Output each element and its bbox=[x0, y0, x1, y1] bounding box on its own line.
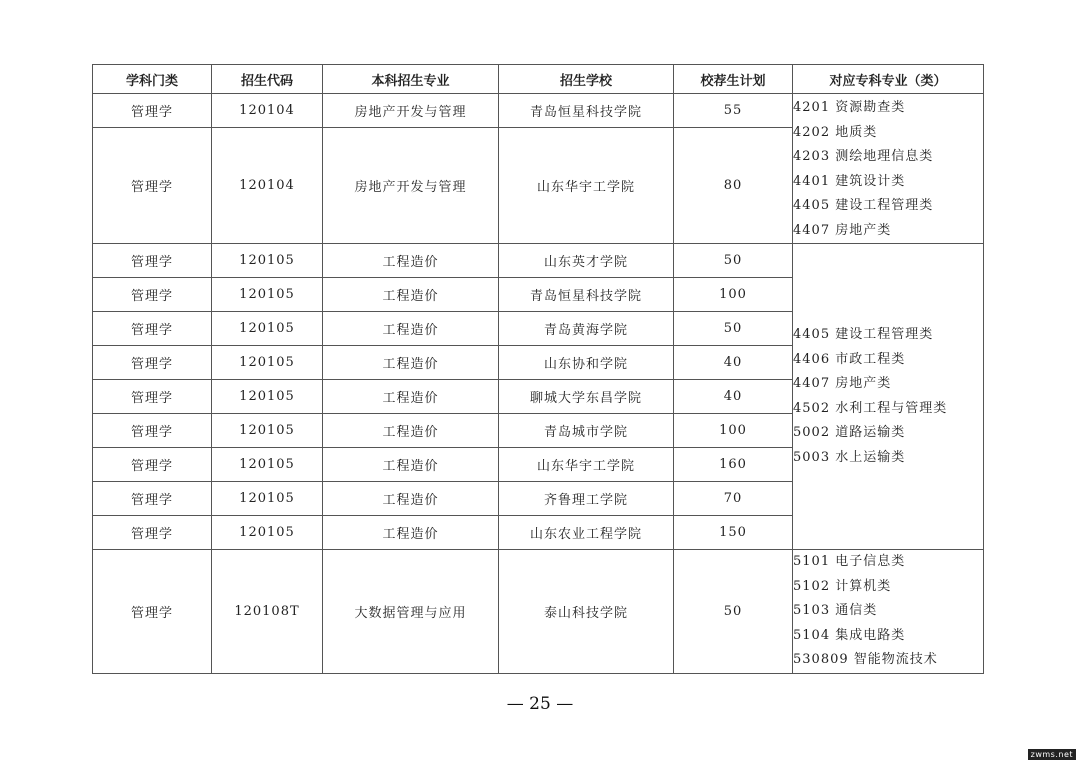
cell-school: 山东华宇工学院 bbox=[499, 128, 674, 244]
cell-code: 120104 bbox=[212, 94, 323, 128]
corresponding-item: 4201 资源勘查类 bbox=[793, 100, 906, 115]
cell-plan: 40 bbox=[674, 346, 793, 380]
cell-major: 工程造价 bbox=[323, 448, 499, 482]
corresponding-item: 530809 智能物流技术 bbox=[793, 652, 938, 667]
header-category: 学科门类 bbox=[93, 65, 212, 94]
cell-category: 管理学 bbox=[93, 94, 212, 128]
cell-plan: 150 bbox=[674, 516, 793, 550]
cell-corresponding bbox=[793, 94, 984, 244]
cell-major: 房地产开发与管理 bbox=[323, 128, 499, 244]
cell-code: 120105 bbox=[212, 516, 323, 550]
cell-category: 管理学 bbox=[93, 346, 212, 380]
cell-plan: 50 bbox=[674, 244, 793, 278]
cell-major: 大数据管理与应用 bbox=[323, 550, 499, 674]
header-school: 招生学校 bbox=[499, 65, 674, 94]
enrollment-table bbox=[92, 64, 984, 674]
corresponding-item: 4406 市政工程类 bbox=[793, 351, 906, 367]
cell-category: 管理学 bbox=[93, 244, 212, 278]
corresponding-item: 5104 集成电路类 bbox=[793, 627, 906, 643]
cell-school: 齐鲁理工学院 bbox=[499, 482, 674, 516]
cell-school: 泰山科技学院 bbox=[499, 550, 674, 674]
cell-school: 青岛黄海学院 bbox=[499, 312, 674, 346]
cell-plan: 160 bbox=[674, 448, 793, 482]
page-number: — 25 — bbox=[506, 694, 574, 714]
cell-plan: 100 bbox=[674, 414, 793, 448]
corresponding-item: 4203 测绘地理信息类 bbox=[793, 149, 934, 164]
cell-plan: 100 bbox=[674, 278, 793, 312]
corresponding-item: 4405 建设工程管理类 bbox=[793, 198, 934, 213]
cell-school: 聊城大学东昌学院 bbox=[499, 380, 674, 414]
table-row bbox=[93, 94, 984, 128]
cell-corresponding bbox=[793, 550, 984, 674]
cell-school: 山东协和学院 bbox=[499, 346, 674, 380]
cell-code: 120108T bbox=[212, 550, 323, 674]
corresponding-item: 4502 水利工程与管理类 bbox=[793, 400, 948, 416]
cell-code: 120105 bbox=[212, 346, 323, 380]
cell-major: 工程造价 bbox=[323, 346, 499, 380]
header-corresponding: 对应专科专业（类） bbox=[793, 65, 984, 94]
header-row bbox=[93, 65, 984, 94]
cell-major: 工程造价 bbox=[323, 482, 499, 516]
corresponding-item: 5003 水上运输类 bbox=[793, 449, 906, 465]
cell-category: 管理学 bbox=[93, 550, 212, 674]
corresponding-item: 4405 建设工程管理类 bbox=[793, 327, 934, 342]
corresponding-item: 5101 电子信息类 bbox=[793, 554, 906, 569]
cell-plan: 55 bbox=[674, 94, 793, 128]
cell-school: 青岛城市学院 bbox=[499, 414, 674, 448]
cell-code: 120105 bbox=[212, 278, 323, 312]
cell-major: 工程造价 bbox=[323, 244, 499, 278]
cell-category: 管理学 bbox=[93, 312, 212, 346]
cell-code: 120105 bbox=[212, 414, 323, 448]
cell-plan: 40 bbox=[674, 380, 793, 414]
cell-code: 120105 bbox=[212, 380, 323, 414]
cell-code: 120104 bbox=[212, 128, 323, 244]
cell-major: 工程造价 bbox=[323, 380, 499, 414]
cell-school: 山东华宇工学院 bbox=[499, 448, 674, 482]
cell-code: 120105 bbox=[212, 448, 323, 482]
cell-category: 管理学 bbox=[93, 516, 212, 550]
cell-code: 120105 bbox=[212, 244, 323, 278]
corresponding-item: 4401 建筑设计类 bbox=[793, 173, 906, 189]
cell-major: 工程造价 bbox=[323, 278, 499, 312]
cell-code: 120105 bbox=[212, 312, 323, 346]
cell-category: 管理学 bbox=[93, 380, 212, 414]
cell-school: 山东农业工程学院 bbox=[499, 516, 674, 550]
cell-plan: 50 bbox=[674, 312, 793, 346]
cell-category: 管理学 bbox=[93, 414, 212, 448]
cell-major: 工程造价 bbox=[323, 312, 499, 346]
site-watermark: zwms.net bbox=[1028, 749, 1076, 760]
cell-school: 青岛恒星科技学院 bbox=[499, 278, 674, 312]
cell-major: 工程造价 bbox=[323, 414, 499, 448]
cell-school: 山东英才学院 bbox=[499, 244, 674, 278]
header-major: 本科招生专业 bbox=[323, 65, 499, 94]
corresponding-item: 4407 房地产类 bbox=[793, 222, 892, 238]
table-row bbox=[93, 550, 984, 674]
cell-category: 管理学 bbox=[93, 128, 212, 244]
cell-major: 工程造价 bbox=[323, 516, 499, 550]
corresponding-item: 5103 通信类 bbox=[793, 603, 878, 618]
cell-plan: 50 bbox=[674, 550, 793, 674]
cell-plan: 80 bbox=[674, 128, 793, 244]
cell-category: 管理学 bbox=[93, 278, 212, 312]
cell-category: 管理学 bbox=[93, 448, 212, 482]
cell-major: 房地产开发与管理 bbox=[323, 94, 499, 128]
corresponding-item: 5002 道路运输类 bbox=[793, 425, 906, 440]
cell-corresponding bbox=[793, 244, 984, 550]
table-row bbox=[93, 244, 984, 278]
cell-school: 青岛恒星科技学院 bbox=[499, 94, 674, 128]
header-code: 招生代码 bbox=[212, 65, 323, 94]
corresponding-item: 5102 计算机类 bbox=[793, 578, 892, 594]
cell-category: 管理学 bbox=[93, 482, 212, 516]
header-plan: 校荐生计划 bbox=[674, 65, 793, 94]
corresponding-item: 4407 房地产类 bbox=[793, 376, 892, 391]
corresponding-item: 4202 地质类 bbox=[793, 124, 878, 140]
cell-plan: 70 bbox=[674, 482, 793, 516]
cell-code: 120105 bbox=[212, 482, 323, 516]
